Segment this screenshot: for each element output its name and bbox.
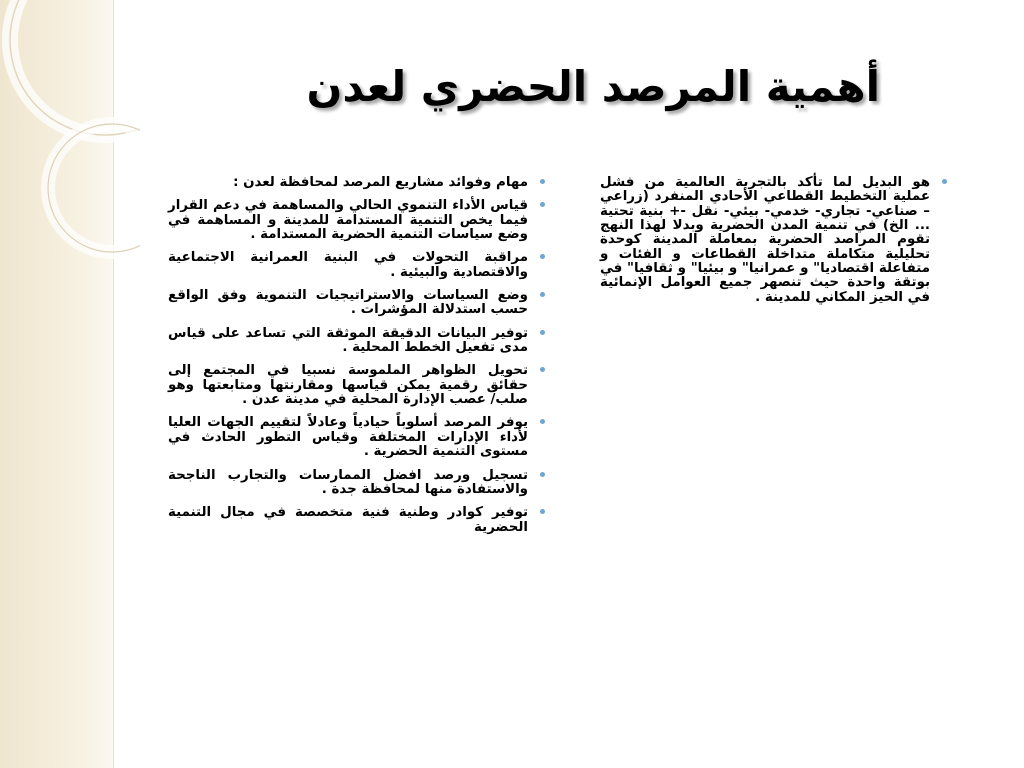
- list-item-text: يوفر المرصد أسلوباً حيادياً وعادلاً لتقييم الجهات العليا لأداء الإدارات المختلفة وقياس التطور الحادث في مستوى التنمية الحضرية .: [168, 415, 528, 460]
- decorative-rings: [0, 0, 140, 330]
- list-item: [168, 199, 548, 242]
- bullet-dot-icon: [540, 330, 545, 335]
- bullet-dot-icon: [540, 179, 545, 184]
- list-item: [168, 327, 548, 356]
- list-item-text: تحويل الظواهر الملموسة نسبيا في المجتمع إلى حقائق رقمية يمكن قياسها ومقارنتها ومتابعتها وهو صلب/ عصب الإدارة المحلية في مدينة عدن .: [168, 363, 528, 408]
- list-item: [168, 251, 548, 280]
- list-item: [168, 416, 548, 459]
- bullet-dot-icon: [540, 292, 545, 297]
- list-item: [168, 506, 548, 535]
- bullet-dot-icon: [540, 509, 545, 514]
- list-item-text: مراقبة التحولات في البنية العمرانية الاجتماعية والاقتصادية والبيئية .: [168, 250, 528, 280]
- left-text-column: [168, 176, 548, 544]
- bullet-dot-icon: [942, 179, 947, 184]
- list-item: [600, 176, 950, 305]
- list-item: [168, 469, 548, 498]
- bullet-dot-icon: [540, 472, 545, 477]
- list-item-text: قياس الأداء التنموي الحالي والمساهمة في دعم القرار فيما يخص التنمية المستدامة للمدينة و المساهمة في وضع سياسات التنمية الحضرية المستدامة .: [168, 198, 528, 243]
- list-item-text: توفير البيانات الدقيقة الموثقة التي تساعد على قياس مدى تفعيل الخطط المحلية .: [168, 325, 528, 356]
- bullet-dot-icon: [540, 419, 545, 424]
- list-item-text: وضع السياسات والاستراتيجيات التنموية وفق الواقع حسب استدلالة المؤشرات .: [168, 288, 528, 318]
- list-item-text: مهام وفوائد مشاريع المرصد لمحافظة لعدن :: [233, 175, 528, 190]
- bullet-dot-icon: [540, 202, 545, 207]
- bullet-dot-icon: [540, 367, 545, 372]
- right-bullet-list: [600, 176, 950, 305]
- list-item-text: تسجيل ورصد افضل الممارسات والتجارب الناجحة والاستفادة منها لمحافظة جدة .: [168, 467, 528, 497]
- list-item: [168, 289, 548, 318]
- bullet-dot-icon: [540, 254, 545, 259]
- right-text-column: [600, 176, 950, 314]
- list-item-text: توفير كوادر وطنية فنية متخصصة في مجال التنمية الحضرية: [168, 505, 528, 535]
- list-item: [168, 176, 548, 190]
- list-item: [168, 364, 548, 407]
- list-item-text: هو البديل لما تأكد بالتجربة العالمية من فشل عملية التخطيط القطاعي الأحادي المنفرد (زراعي – صناعي- تجاري- خدمي- بيئي- نقل -+ بنية تحتية ... الخ) في تنمية المدن الحضرية وبدلا لهذا النهج تقوم المراصد الحضرية بمعاملة المدينة كوحدة تحليلية متكاملة متداخلة القطاعات و الفئات و متفاعلة اقتصاديا" و عمرانيا" و بيئيا" و ثقافيا" في بوتقة واحدة حيث تنصهر جميع العوامل الإنمائية في الحيز المكاني للمدينة .: [600, 175, 930, 305]
- left-bullet-list: [168, 176, 548, 535]
- slide-title: أهمية المرصد الحضري لعدن: [306, 62, 880, 111]
